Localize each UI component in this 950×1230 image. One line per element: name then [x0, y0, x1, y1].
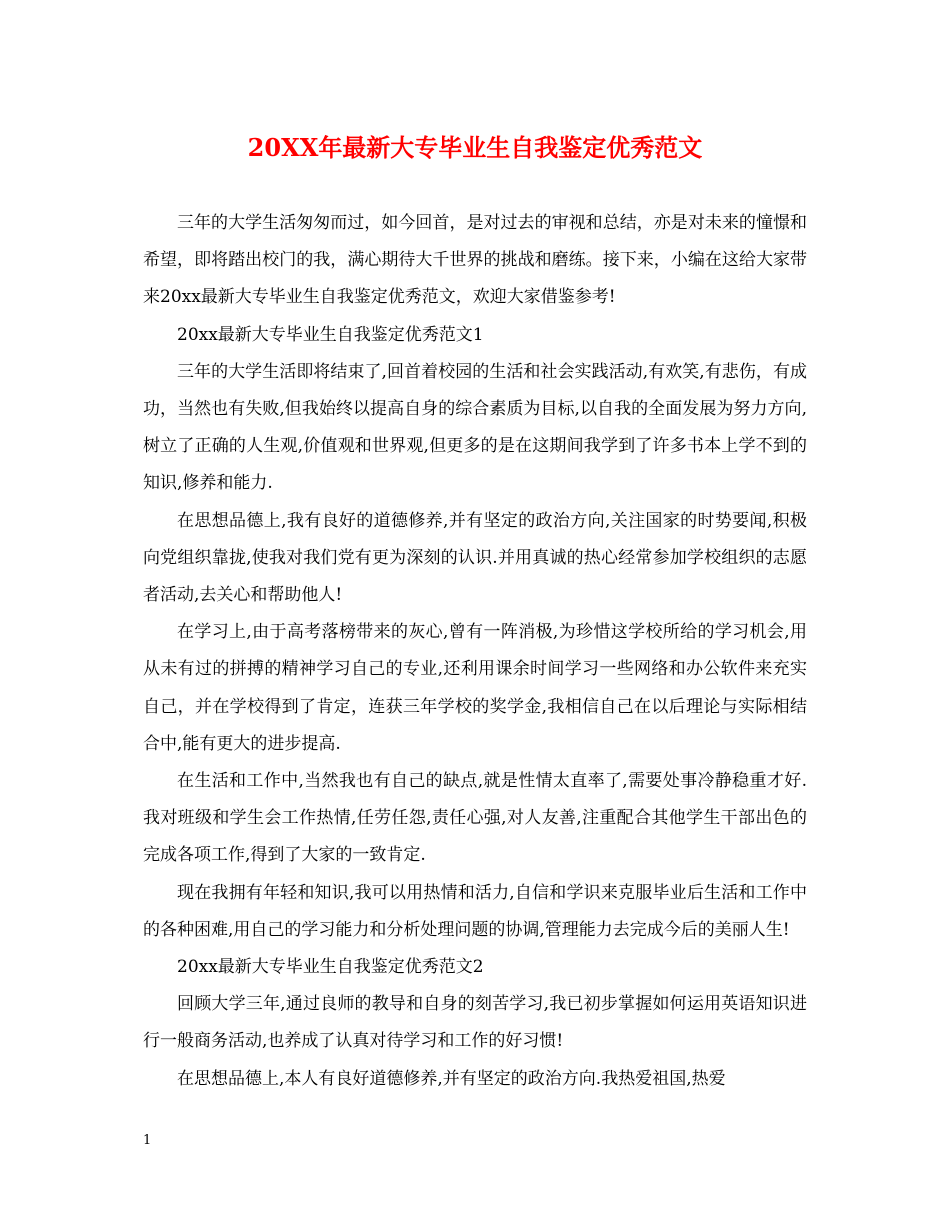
paragraph: 三年的大学生活匆匆而过，如今回首，是对过去的审视和总结，亦是对未来的憧憬和希望，即将踏出校门的我，满心期待大千世界的挑战和磨练。接下来，小编在这给大家带来20xx最新大专毕业生自我鉴定优秀范文，欢迎大家借鉴参考!: [143, 213, 807, 308]
page-number: 1: [143, 1133, 152, 1148]
paragraph: 回顾大学三年,通过良师的教导和自身的刻苦学习,我已初步掌握如何运用英语知识进行一般商务活动,也养成了认真对待学习和工作的好习惯!: [143, 994, 807, 1052]
paragraph: 三年的大学生活即将结束了,回首着校园的生活和社会实践活动,有欢笑,有悲伤，有成功，当然也有失败,但我始终以提高自身的综合素质为目标,以自我的全面发展为努力方向,树立了正确的人生观,价值观和世界观,但更多的是在这期间我学到了许多书本上学不到的知识,修养和能力.: [143, 361, 807, 494]
paragraph: 现在我拥有年轻和知识,我可以用热情和活力,自信和学识来克服毕业后生活和工作中的各种困难,用自己的学习能力和分析处理问题的协调,管理能力去完成今后的美丽人生!: [143, 882, 807, 940]
document-title: 20XX年最新大专毕业生自我鉴定优秀范文: [247, 133, 703, 162]
document-body: [143, 205, 807, 1098]
paragraph: 在思想品德上,我有良好的道德修养,并有坚定的政治方向,关注国家的时势要闻,积极向党组织靠拢,使我对我们党有更为深刻的认识.并用真诚的热心经常参加学校组织的志愿者活动,去关心和帮助他人!: [143, 510, 807, 606]
paragraph: 在生活和工作中,当然我也有自己的缺点,就是性情太直率了,需要处事冷静稳重才好.我对班级和学生会工作热情,任劳任怨,责任心强,对人友善,注重配合其他学生干部出色的完成各项工作,得到了大家的一致肯定.: [143, 771, 807, 866]
paragraph: 在学习上,由于高考落榜带来的灰心,曾有一阵消极,为珍惜这学校所给的学习机会,用从未有过的拼搏的精神学习自己的专业,还利用课余时间学习一些网络和办公软件来充实自己，并在学校得到了肯定，连获三年学校的奖学金,我相信自己在以后理论与实际相结合中,能有更大的进步提高.: [143, 622, 807, 754]
section-heading: 20xx最新大专毕业生自我鉴定优秀范文1: [177, 324, 484, 345]
section-heading: 20xx最新大专毕业生自我鉴定优秀范文2: [177, 957, 484, 978]
paragraph: 在思想品德上,本人有良好道德修养,并有坚定的政治方向.我热爱祖国,热爱: [177, 1068, 726, 1089]
